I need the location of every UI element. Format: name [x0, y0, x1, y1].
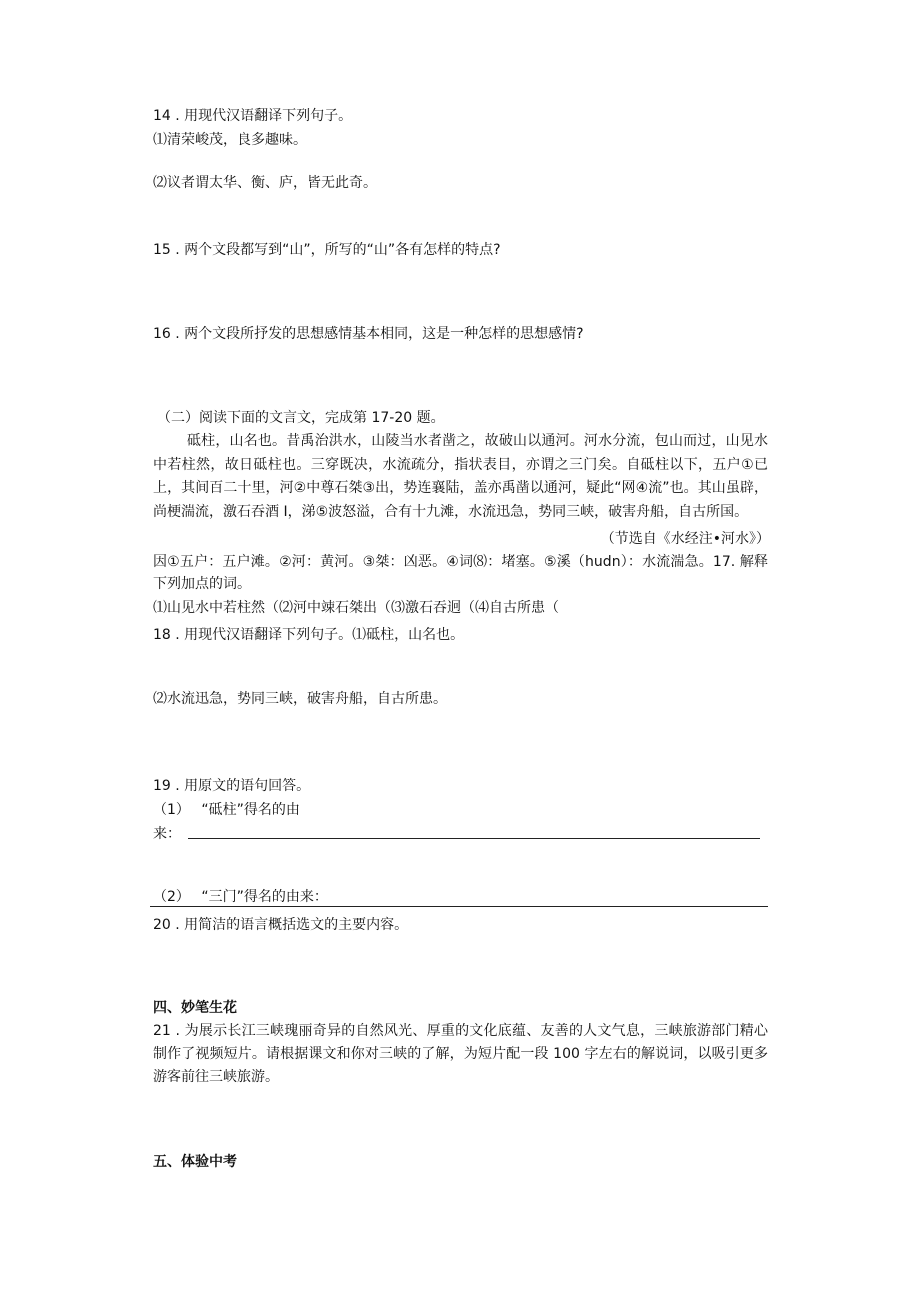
q15-question: 15 . 两个文段都写到“山”，所写的“山”各有怎样的特点? [153, 242, 501, 258]
q18-title: 18 . 用现代汉语翻译下列句子。⑴砥柱，山名也。 [153, 627, 465, 643]
q17-items: ⑴山见水中若柱然（⑵河中竦石桀出（⑶激石吞迥（⑷自古所患（ [153, 600, 559, 616]
q19-part2-label: （2） “三门”得名的由来： [153, 889, 328, 905]
section2-heading: （二）阅读下面的文言文，完成第 17-20 题。 [157, 410, 445, 426]
q19-part1-label: （1） “砥柱”得名的由 [153, 802, 300, 818]
q14-title: 14 . 用现代汉语翻译下列句子。 [153, 108, 353, 124]
q16-question: 16 . 两个文段所抒发的思想感情基本相同，这是一种怎样的思想感情? [153, 326, 584, 342]
answer-line-1[interactable] [188, 838, 760, 839]
q19-part1-cont: 来： [153, 826, 181, 842]
passage-source: （节选自《水经注•河水》） [600, 531, 770, 547]
answer-line-2[interactable] [150, 906, 768, 907]
classical-passage: 砥柱，山名也。昔禹治洪水，山陵当水者凿之，故破山以通河。河水分流，包山而过，山见水中若柱然，故日砥柱也。三穿既决，水流疏分，指状表目，亦谓之三门矣。自砥柱以下，五户①已上，其间百二十里，河②中尊石桀③出，势连襄陆，盖亦禹凿以通河，疑此“网④流”也。其山虽辟，尚梗湍流，激石吞酒 I，涕⑤波怒溢，合有十九滩，水流迅急，势同三峡，破害舟船，自古所国。 [153, 433, 768, 520]
section4-heading: 四、妙笔生花 [153, 1000, 237, 1016]
passage-notes: 因①五户：五户滩。②河：黄河。③桀：凶恶。④词⑻：堵塞。⑤溪（hudn）：水流湍急。17. 解释下列加点的词。 [153, 554, 768, 592]
q19-title: 19 . 用原文的语句回答。 [153, 778, 311, 794]
q21-prompt: 21 . 为展示长江三峡瑰丽奇异的自然风光、厚重的文化底蕴、友善的人文气息，三峡旅游部门精心制作了视频短片。请根据课文和你对三峡的了解，为短片配一段 100 字左右的解说词，以吸引更多游客前往三峡旅游。 [153, 1023, 768, 1085]
q14-sentence-1: ⑴清荣峻茂，良多趣味。 [153, 132, 307, 148]
q14-sentence-2: ⑵议者谓太华、衡、庐，皆无此奇。 [153, 175, 377, 191]
q18-sentence-2: ⑵水流迅急，势同三峡，破害舟船，自古所患。 [153, 691, 447, 707]
q20-question: 20 . 用简洁的语言概括选文的主要内容。 [153, 917, 409, 933]
section5-heading: 五、体验中考 [153, 1154, 237, 1170]
